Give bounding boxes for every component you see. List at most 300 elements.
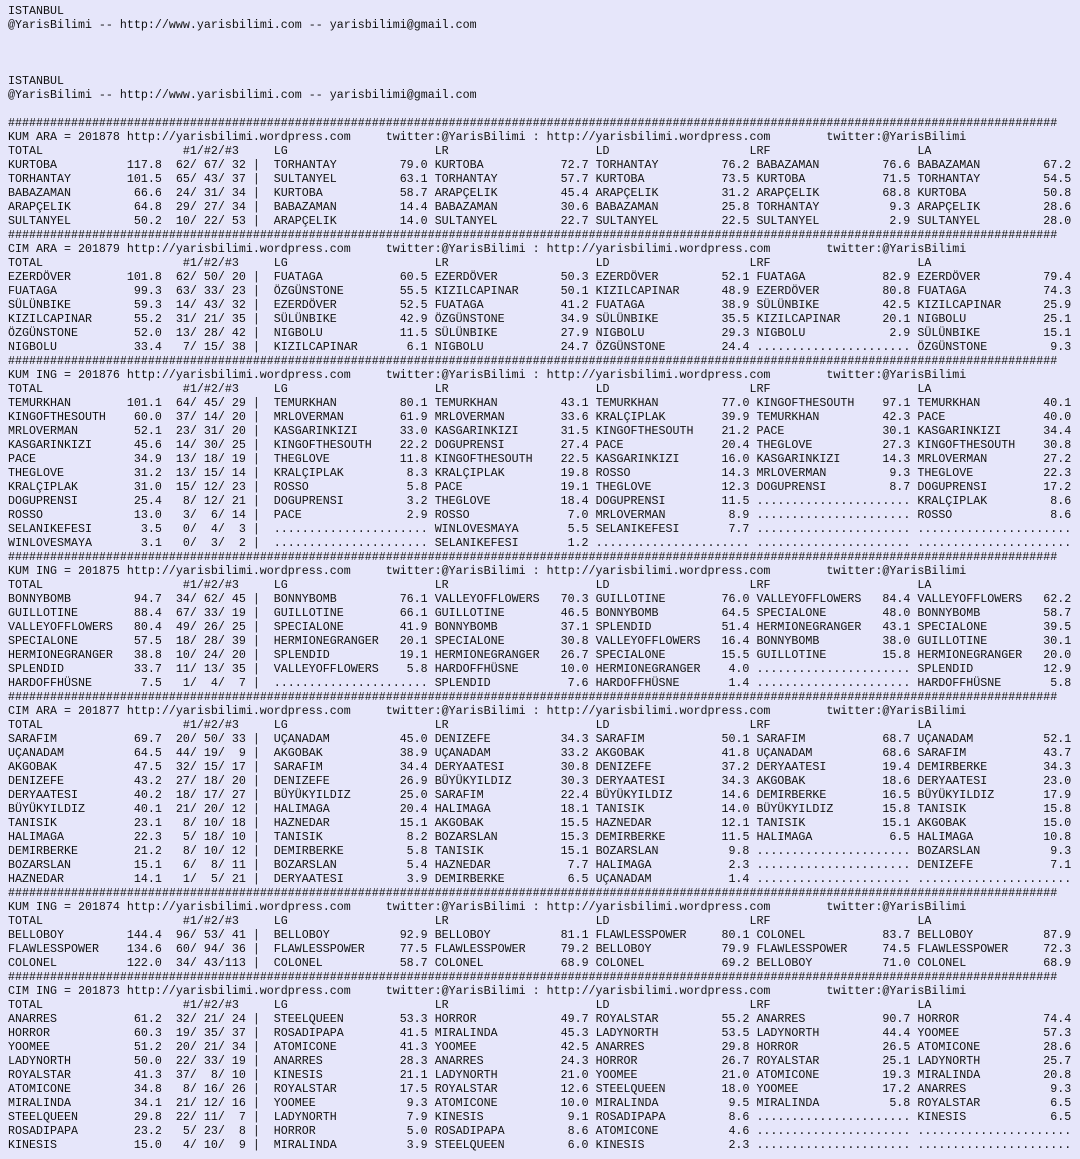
horse-name: ARAPÇELIK (8, 200, 71, 214)
total-cell (8, 634, 162, 648)
column-header-la: LA (917, 578, 932, 592)
horse-name: BÜYÜKYILDIZ (756, 802, 834, 816)
score: 79.9 (721, 942, 750, 956)
score: 76.1 (399, 592, 428, 606)
score: 16.0 (721, 452, 750, 466)
placings: 7/ 15/ 38 (175, 340, 246, 354)
horse-name: NIGBOLU (8, 340, 57, 354)
horse-name: HORROR (273, 1124, 316, 1138)
horse-name: MIRALINDA (756, 1096, 820, 1110)
twitter-handle: twitter:@YarisBilimi : (385, 242, 540, 256)
score: 34.4 (399, 760, 428, 774)
table-row (8, 522, 1072, 536)
score: 3.9 (406, 1138, 428, 1152)
score: 8.6 (728, 1110, 750, 1124)
horse-name: WINLOVESMAYA (434, 522, 519, 536)
lg-cell (274, 816, 428, 830)
ld-cell (596, 1026, 750, 1040)
ld-cell (596, 158, 750, 172)
lg-cell (274, 942, 428, 956)
table-row (8, 480, 1072, 494)
la-cell (917, 466, 1071, 480)
score: 12.3 (721, 480, 750, 494)
horse-name: KINGOFTHESOUTH (917, 438, 1016, 452)
placings: 6/ 8/ 11 (175, 858, 246, 872)
score: 15.5 (721, 648, 750, 662)
lr-cell (435, 774, 589, 788)
horse-name: BABAZAMAN (917, 158, 981, 172)
horse-name: SARAFIM (756, 732, 806, 746)
score: 2.9 (406, 508, 428, 522)
lg-cell (274, 326, 428, 340)
horse-name: ÖZGÜNSTONE (917, 340, 988, 354)
score: 8.6 (567, 1124, 589, 1138)
horse-name: VALLEYOFFLOWERS (434, 592, 540, 606)
horse-name: PACE (917, 410, 946, 424)
horse-name: NIGBOLU (434, 340, 484, 354)
horse-name: MIRALINDA (8, 1096, 71, 1110)
placings: 0/ 3/ 2 (175, 536, 246, 550)
placings: 14/ 43/ 32 (175, 298, 246, 312)
horse-name: ROSADIPAPA (434, 1124, 505, 1138)
total-cell (8, 662, 162, 676)
total-cell (8, 396, 162, 410)
score: 7.1 (1050, 858, 1072, 872)
score: 34.3 (560, 732, 589, 746)
total-score: 15.0 (133, 1138, 162, 1152)
empty-cell: ...................... (917, 522, 1072, 536)
horse-name: ROYALSTAR (917, 1096, 981, 1110)
total-cell (8, 1012, 162, 1026)
column-divider: | (252, 172, 260, 186)
total-cell (8, 858, 162, 872)
score: 30.6 (560, 200, 589, 214)
column-divider: | (252, 438, 260, 452)
la-cell (917, 1068, 1071, 1082)
horse-name: THEGLOVE (917, 466, 974, 480)
column-divider: | (252, 396, 260, 410)
horse-name: YOOMEE (917, 1026, 960, 1040)
placings: 21/ 12/ 16 (175, 1096, 246, 1110)
lg-cell (274, 788, 428, 802)
total-cell (8, 648, 162, 662)
horse-name: HERMIONEGRANGER (434, 648, 540, 662)
horse-name: SULTANYEL (917, 214, 981, 228)
lrf-cell (756, 298, 910, 312)
lrf-cell (756, 774, 910, 788)
empty-cell: ...................... (756, 1138, 911, 1152)
horse-name: KINGOFTHESOUTH (756, 396, 855, 410)
score: 68.6 (882, 746, 911, 760)
column-header-lrf: LRF (749, 382, 771, 396)
score: 76.2 (721, 158, 750, 172)
total-cell (8, 928, 162, 942)
score: 22.7 (560, 214, 589, 228)
total-score: 50.2 (133, 214, 162, 228)
lrf-cell (756, 942, 910, 956)
score: 42.3 (882, 410, 911, 424)
horse-name: BABAZAMAN (756, 158, 820, 172)
ld-cell (596, 1054, 750, 1068)
horse-name: BABAZAMAN (273, 200, 337, 214)
table-row (8, 606, 1072, 620)
score: 5.8 (406, 662, 428, 676)
horse-name: TEMURKHAN (917, 396, 981, 410)
placings: 1/ 5/ 21 (175, 872, 246, 886)
race-code: CIM ARA = 201877 (8, 704, 120, 718)
la-cell (917, 1026, 1071, 1040)
score: 21.0 (721, 1068, 750, 1082)
placings: 44/ 19/ 9 (175, 746, 246, 760)
ld-cell (596, 844, 750, 858)
lrf-cell (756, 1054, 910, 1068)
column-header-total: TOTAL (8, 382, 43, 396)
column-divider: | (252, 942, 260, 956)
horse-name: EZERDÖVER (756, 284, 820, 298)
score: 49.7 (560, 1012, 589, 1026)
ld-cell (596, 200, 750, 214)
horse-name: SPECIALONE (434, 634, 505, 648)
lg-cell (274, 186, 428, 200)
score: 22.3 (1043, 466, 1072, 480)
horse-name: AKGOBAK (434, 816, 484, 830)
separator: ###################################################################################################################################################### (8, 970, 1058, 984)
empty-cell: ...................... (756, 508, 911, 522)
horse-name: SULTANYEL (434, 214, 498, 228)
lr-cell (435, 494, 589, 508)
horse-name: HERMIONEGRANGER (756, 620, 862, 634)
horse-name: YOOMEE (273, 1096, 316, 1110)
score: 66.1 (399, 606, 428, 620)
score: 28.6 (1043, 1040, 1072, 1054)
table-row (8, 1110, 1072, 1124)
total-score: 43.2 (133, 774, 162, 788)
separator-line (8, 354, 1058, 368)
site-link: http://yarisbilimi.wordpress.com (546, 704, 771, 718)
total-score: 80.4 (133, 620, 162, 634)
score: 39.5 (1043, 620, 1072, 634)
horse-name: GUILLOTINE (917, 634, 988, 648)
score: 14.4 (399, 200, 428, 214)
score: 33.0 (399, 424, 428, 438)
score: 68.8 (882, 186, 911, 200)
score: 20.1 (882, 312, 911, 326)
horse-name: HERMIONEGRANGER (595, 662, 701, 676)
lr-cell (435, 158, 589, 172)
horse-name: HAZNEDAR (273, 816, 330, 830)
separator: ###################################################################################################################################################### (8, 690, 1058, 704)
score: 8.7 (889, 480, 911, 494)
horse-name: ÖZGÜNSTONE (434, 312, 505, 326)
total-score: 41.3 (133, 1068, 162, 1082)
race-code: KUM ING = 201874 (8, 900, 120, 914)
horse-name: FUATAGA (8, 284, 57, 298)
column-header-row (8, 914, 932, 928)
score: 80.1 (721, 928, 750, 942)
score: 35.5 (721, 312, 750, 326)
score: 31.2 (721, 186, 750, 200)
empty-cell: ...................... (756, 662, 911, 676)
column-header-lr: LR (434, 718, 449, 732)
horse-name: AKGOBAK (595, 746, 645, 760)
score: 74.4 (1043, 1012, 1072, 1026)
score: 30.1 (1043, 634, 1072, 648)
lrf-cell (756, 872, 910, 886)
race-code: KUM ARA = 201878 (8, 130, 120, 144)
total-cell (8, 158, 162, 172)
lg-cell (274, 522, 428, 536)
total-score: 69.7 (133, 732, 162, 746)
horse-name: MIRALINDA (917, 1068, 981, 1082)
column-header-la: LA (917, 998, 932, 1012)
lrf-cell (756, 312, 910, 326)
total-score: 25.4 (133, 494, 162, 508)
total-cell (8, 1124, 162, 1138)
ld-cell (596, 284, 750, 298)
horse-name: SPECIALONE (273, 620, 344, 634)
placings: 49/ 26/ 25 (175, 620, 246, 634)
table-row (8, 816, 1072, 830)
ld-cell (596, 760, 750, 774)
horse-name: ROYALSTAR (273, 1082, 337, 1096)
column-header-ld: LD (595, 718, 610, 732)
empty-cell: ...................... (756, 522, 911, 536)
lrf-cell (756, 1068, 910, 1082)
empty-cell: ...................... (756, 858, 911, 872)
lrf-cell (756, 746, 910, 760)
lr-cell (435, 508, 589, 522)
column-header-la: LA (917, 144, 932, 158)
score: 2.3 (728, 858, 750, 872)
ld-cell (596, 480, 750, 494)
score: 57.7 (560, 172, 589, 186)
column-divider: | (252, 774, 260, 788)
lg-cell (274, 424, 428, 438)
empty-cell: ...................... (756, 844, 911, 858)
score: 50.8 (1043, 186, 1072, 200)
score: 15.8 (882, 802, 911, 816)
table-row (8, 340, 1072, 354)
lrf-cell (756, 1026, 910, 1040)
horse-name: KURTOBA (756, 172, 806, 186)
total-cell (8, 284, 162, 298)
site-link: http://yarisbilimi.wordpress.com (546, 900, 771, 914)
lr-cell (435, 480, 589, 494)
ld-cell (596, 410, 750, 424)
horse-name: FUATAGA (434, 298, 484, 312)
total-cell (8, 746, 162, 760)
column-header-ranks: #1/#2/#3 (182, 256, 239, 270)
score: 18.6 (882, 774, 911, 788)
score: 25.0 (399, 788, 428, 802)
horse-name: AKGOBAK (8, 760, 57, 774)
horse-name: YOOMEE (8, 1040, 50, 1054)
lr-cell (435, 270, 589, 284)
ld-cell (596, 186, 750, 200)
horse-name: HORROR (595, 1054, 638, 1068)
lrf-cell (756, 662, 910, 676)
score: 22.5 (721, 214, 750, 228)
lg-cell (274, 270, 428, 284)
horse-name: BELLOBOY (273, 928, 330, 942)
ld-cell (596, 648, 750, 662)
score: 11.5 (721, 830, 750, 844)
horse-name: NIGBOLU (917, 312, 967, 326)
twitter-handle: twitter:@YarisBilimi : (385, 130, 540, 144)
score: 17.5 (399, 1082, 428, 1096)
ld-cell (596, 466, 750, 480)
horse-name: FLAWLESSPOWER (917, 942, 1009, 956)
horse-name: DERYAATESI (8, 788, 78, 802)
site-link: http://yarisbilimi.wordpress.com (126, 242, 351, 256)
total-score: 22.3 (133, 830, 162, 844)
horse-name: FUATAGA (595, 298, 645, 312)
placings: 18/ 28/ 39 (175, 634, 246, 648)
lg-cell (274, 802, 428, 816)
header-city: ISTANBUL (8, 74, 64, 88)
score: 68.9 (1043, 956, 1072, 970)
score: 10.0 (560, 662, 589, 676)
column-header-la: LA (917, 256, 932, 270)
score: 29.3 (721, 326, 750, 340)
placings: 63/ 33/ 23 (175, 284, 246, 298)
lr-cell (435, 326, 589, 340)
score: 71.5 (882, 172, 911, 186)
score: 51.4 (721, 620, 750, 634)
total-cell (8, 536, 162, 550)
lr-cell (435, 816, 589, 830)
la-cell (917, 1124, 1071, 1138)
horse-name: ROYALSTAR (756, 1054, 820, 1068)
horse-name: TEMURKHAN (273, 396, 337, 410)
score: 11.8 (399, 452, 428, 466)
total-cell (8, 620, 162, 634)
placings: 22/ 33/ 19 (175, 1054, 246, 1068)
la-cell (917, 536, 1071, 550)
header-contact: @YarisBilimi -- http://www.yarisbilimi.com -- yarisbilimi@gmail.com (8, 18, 477, 32)
column-divider: | (252, 732, 260, 746)
horse-name: ARAPÇELIK (273, 214, 337, 228)
score: 41.2 (560, 298, 589, 312)
table-row (8, 1138, 1072, 1152)
horse-name: SPLENDID (434, 676, 491, 690)
score: 25.7 (1043, 1054, 1072, 1068)
empty-cell: ...................... (917, 872, 1072, 886)
horse-name: EZERDÖVER (595, 270, 659, 284)
column-divider: | (252, 760, 260, 774)
ld-cell (596, 1110, 750, 1124)
ld-cell (596, 788, 750, 802)
column-divider: | (252, 606, 260, 620)
placings: 67/ 33/ 19 (175, 606, 246, 620)
ld-cell (596, 816, 750, 830)
ld-cell (596, 592, 750, 606)
la-cell (917, 1012, 1071, 1026)
lg-cell (274, 452, 428, 466)
twitter-handle: twitter:@YarisBilimi (826, 242, 967, 256)
score: 72.7 (560, 158, 589, 172)
lr-cell (435, 340, 589, 354)
horse-name: ROSADIPAPA (273, 1026, 344, 1040)
la-cell (917, 200, 1071, 214)
column-divider: | (252, 410, 260, 424)
horse-name: KASGARINKIZI (273, 424, 358, 438)
lr-cell (435, 1068, 589, 1082)
score: 79.4 (1043, 270, 1072, 284)
score: 4.6 (728, 1124, 750, 1138)
horse-name: DERYAATESI (917, 774, 988, 788)
horse-name: VALLEYOFFLOWERS (273, 662, 379, 676)
placings: 8/ 16/ 26 (175, 1082, 246, 1096)
column-header-lrf: LRF (749, 914, 771, 928)
empty-cell: ...................... (756, 494, 911, 508)
horse-name: SPECIALONE (8, 634, 78, 648)
lr-cell (435, 872, 589, 886)
score: 5.4 (406, 858, 428, 872)
table-row (8, 410, 1072, 424)
column-header-lr: LR (434, 914, 449, 928)
total-score: 31.2 (133, 466, 162, 480)
header-city: ISTANBUL (8, 4, 64, 18)
total-score: 52.1 (133, 424, 162, 438)
column-divider: | (252, 340, 260, 354)
column-header-total: TOTAL (8, 144, 43, 158)
score: 5.0 (406, 1124, 428, 1138)
lg-cell (274, 480, 428, 494)
separator-line (8, 228, 1058, 242)
la-cell (917, 1040, 1071, 1054)
placings: 27/ 18/ 20 (175, 774, 246, 788)
lrf-cell (756, 1012, 910, 1026)
score: 77.5 (399, 942, 428, 956)
placings: 18/ 17/ 27 (175, 788, 246, 802)
score: 43.1 (882, 620, 911, 634)
ld-cell (596, 452, 750, 466)
horse-name: VALLEYOFFLOWERS (8, 620, 113, 634)
column-header-lr: LR (434, 144, 449, 158)
horse-name: DENIZEFE (273, 774, 330, 788)
empty-cell: ...................... (273, 522, 428, 536)
horse-name: TEMURKHAN (8, 396, 71, 410)
twitter-handle: twitter:@YarisBilimi : (385, 564, 540, 578)
horse-name: KINESIS (434, 1110, 484, 1124)
score: 26.9 (399, 774, 428, 788)
horse-name: BONNYBOMB (756, 634, 820, 648)
blank-line (8, 32, 477, 46)
score: 12.1 (721, 816, 750, 830)
score: 41.8 (721, 746, 750, 760)
lr-cell (435, 732, 589, 746)
lr-cell (435, 942, 589, 956)
horse-name: SÜLÜNBIKE (273, 312, 337, 326)
table-row (8, 270, 1072, 284)
table-row (8, 858, 1072, 872)
score: 83.7 (882, 928, 911, 942)
horse-name: SARAFIM (917, 746, 967, 760)
horse-name: KRALÇIPLAK (917, 494, 988, 508)
column-divider: | (252, 1138, 260, 1152)
total-score: 3.5 (140, 522, 162, 536)
score: 15.5 (560, 816, 589, 830)
lr-cell (435, 592, 589, 606)
score: 67.2 (1043, 158, 1072, 172)
lr-cell (435, 1026, 589, 1040)
total-score: 3.1 (140, 536, 162, 550)
horse-name: LADYNORTH (595, 1026, 659, 1040)
empty-cell: ...................... (756, 1124, 911, 1138)
column-header-ld: LD (595, 914, 610, 928)
horse-name: ROYALSTAR (8, 1068, 71, 1082)
